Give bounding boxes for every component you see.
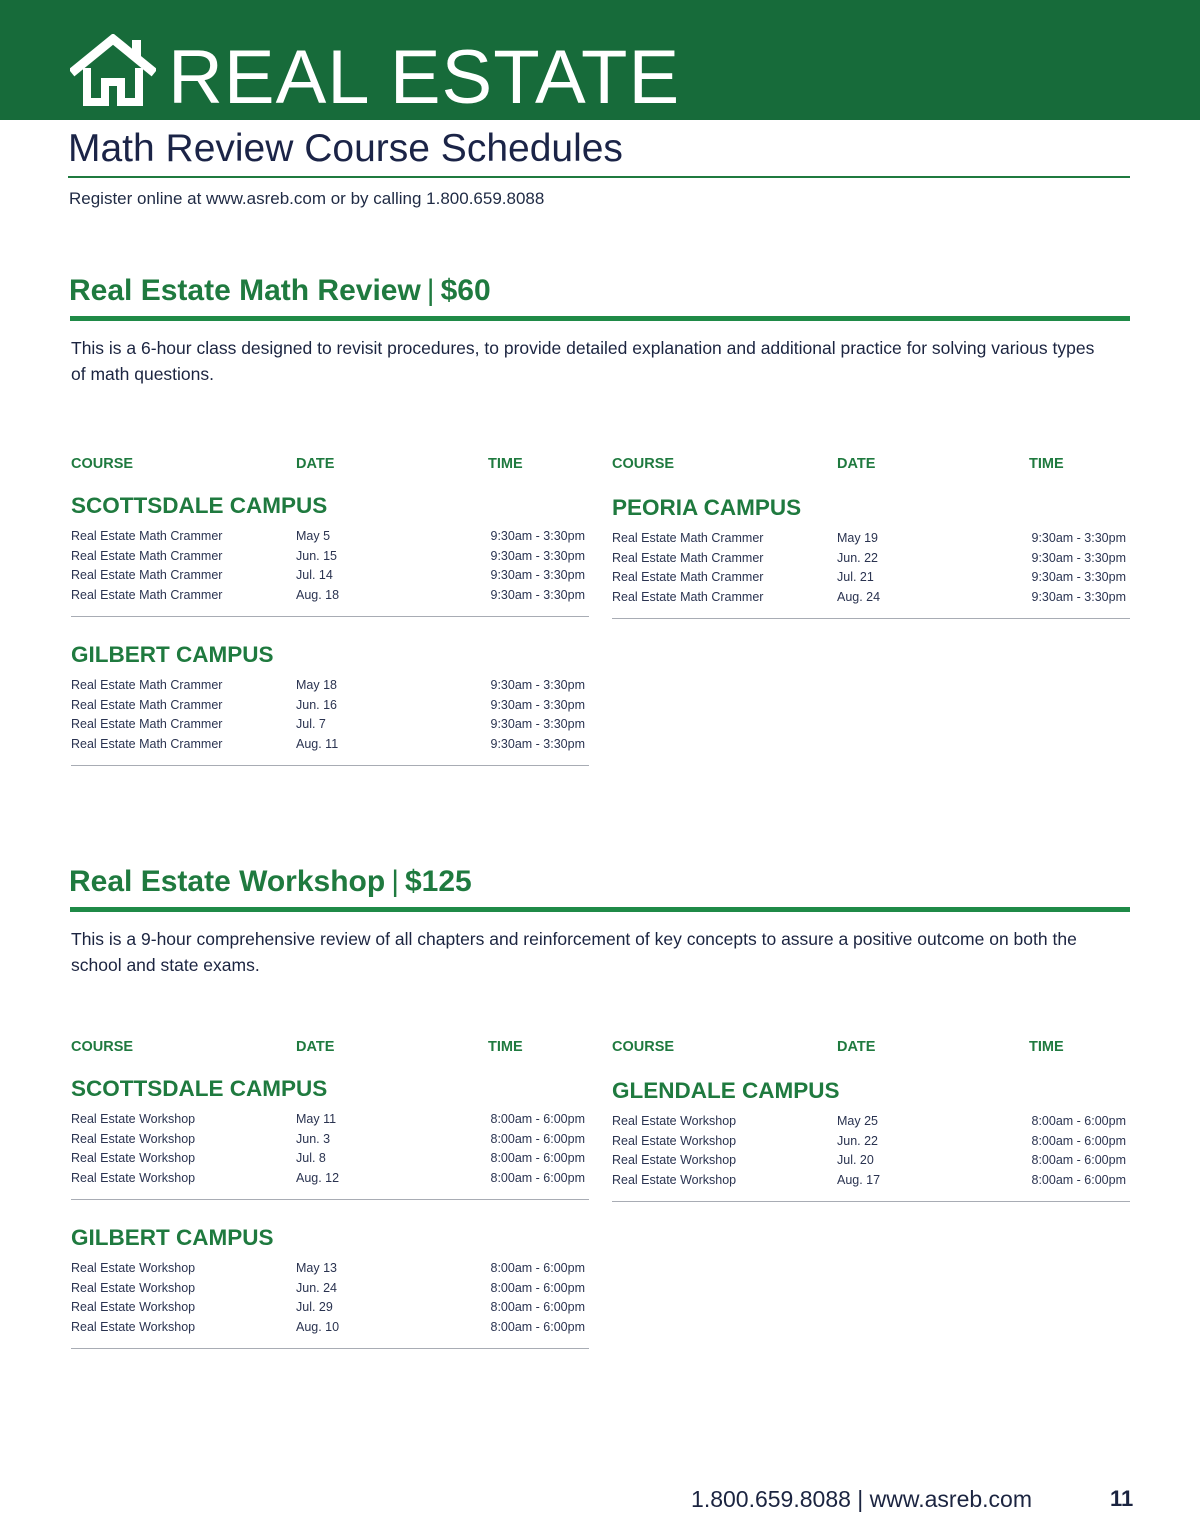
table-row [612, 529, 1130, 549]
section-divider [70, 316, 1130, 321]
course-cell: Real Estate Workshop [71, 1170, 196, 1185]
course-cell: Real Estate Math Crammer [71, 529, 223, 543]
course-cell: Real Estate Workshop [71, 1280, 196, 1295]
table-row [71, 547, 589, 567]
time-cell: 9:30am - 3:30pm [1031, 570, 1126, 585]
table-row [71, 1279, 589, 1299]
date-cell: May 25 [837, 1114, 878, 1128]
course-cell: Real Estate Workshop [612, 1172, 737, 1187]
course-cell: Real Estate Workshop [71, 1151, 196, 1166]
banner-title: REAL ESTATE [168, 35, 681, 120]
course-cell: Real Estate Math Crammer [71, 568, 223, 583]
table-row [71, 1130, 589, 1150]
date-cell: Jul. 20 [837, 1153, 874, 1168]
date-cell: May 19 [837, 531, 878, 545]
date-cell: Aug. 10 [296, 1319, 340, 1334]
table-row [612, 1112, 1130, 1132]
section-price: $125 [405, 865, 472, 898]
title-divider [68, 176, 1130, 178]
date-cell: Jul. 14 [296, 568, 333, 583]
table-row [612, 1132, 1130, 1152]
time-cell: 8:00am - 6:00pm [490, 1151, 585, 1166]
course-cell: Real Estate Math Crammer [71, 717, 223, 732]
table-row [71, 1169, 589, 1189]
table-row [71, 676, 589, 696]
schedule-table [612, 529, 1130, 607]
course-cell: Real Estate Math Crammer [71, 678, 223, 692]
section-description: This is a 9-hour comprehensive review of all chapters and reinforcement of key concepts to assure a positive outcome on both the school and state exams. [71, 929, 1077, 975]
time-cell: 9:30am - 3:30pm [490, 529, 585, 543]
date-cell: May 13 [296, 1261, 337, 1275]
campus-heading: GILBERT CAMPUS [71, 642, 274, 667]
date-cell: Jun. 15 [296, 548, 338, 563]
time-cell: 8:00am - 6:00pm [490, 1300, 585, 1315]
column-header-date: DATE [837, 1039, 876, 1055]
time-cell: 9:30am - 3:30pm [490, 548, 585, 563]
table-row [71, 1298, 589, 1318]
date-cell: May 18 [296, 678, 337, 692]
heading-separator: | [426, 274, 435, 307]
date-cell: Jul. 29 [296, 1300, 333, 1315]
time-cell: 9:30am - 3:30pm [490, 697, 585, 712]
heading-separator: | [391, 865, 399, 898]
table-row [71, 696, 589, 716]
date-cell: Aug. 18 [296, 587, 340, 602]
column-header-time: TIME [1029, 1039, 1064, 1055]
time-cell: 8:00am - 6:00pm [490, 1319, 585, 1334]
table-row [71, 715, 589, 735]
table-row [71, 1110, 589, 1130]
table-row [71, 566, 589, 586]
time-cell: 8:00am - 6:00pm [490, 1170, 585, 1185]
section-heading [69, 864, 472, 900]
course-cell: Real Estate Math Crammer [71, 697, 223, 712]
section-heading [69, 273, 491, 309]
section-name: Real Estate Workshop [69, 865, 386, 898]
table-row [612, 1171, 1130, 1191]
time-cell: 9:30am - 3:30pm [1031, 550, 1126, 565]
table-row [71, 1318, 589, 1338]
column-header-date: DATE [296, 1039, 335, 1055]
footer-contact: 1.800.659.8088 | www.asreb.com [691, 1486, 1032, 1512]
date-cell: Jun. 22 [837, 1133, 879, 1148]
date-cell: Aug. 17 [837, 1172, 881, 1187]
table-row [612, 568, 1130, 588]
schedule-table [71, 676, 589, 754]
time-cell: 8:00am - 6:00pm [1031, 1114, 1126, 1128]
table-divider [71, 1348, 589, 1349]
course-cell: Real Estate Math Crammer [612, 550, 764, 565]
date-cell: Jun. 22 [837, 550, 879, 565]
table-divider [612, 618, 1130, 619]
section-name: Real Estate Math Review [69, 274, 421, 307]
schedule-table [71, 1110, 589, 1188]
page-number: 11 [1110, 1486, 1134, 1511]
table-divider [612, 1201, 1130, 1202]
date-cell: Aug. 24 [837, 589, 881, 604]
time-cell: 8:00am - 6:00pm [490, 1261, 585, 1275]
schedule-table [612, 1112, 1130, 1190]
table-row [71, 735, 589, 755]
time-cell: 9:30am - 3:30pm [490, 587, 585, 602]
table-row [71, 1259, 589, 1279]
section-price: $60 [440, 274, 491, 307]
column-header-course: COURSE [71, 1039, 134, 1055]
course-cell: Real Estate Math Crammer [612, 589, 764, 604]
table-row [71, 1149, 589, 1169]
header-banner [0, 0, 1200, 120]
course-cell: Real Estate Workshop [612, 1114, 737, 1128]
course-cell: Real Estate Math Crammer [71, 548, 223, 563]
date-cell: Jul. 8 [296, 1151, 326, 1166]
date-cell: Aug. 12 [296, 1170, 340, 1185]
course-cell: Real Estate Workshop [71, 1131, 196, 1146]
table-row [71, 586, 589, 606]
date-cell: Jun. 24 [296, 1280, 338, 1295]
column-header-time: TIME [1029, 456, 1064, 472]
time-cell: 8:00am - 6:00pm [490, 1131, 585, 1146]
column-header-time: TIME [488, 456, 523, 472]
time-cell: 9:30am - 3:30pm [490, 717, 585, 732]
course-cell: Real Estate Math Crammer [612, 531, 764, 545]
time-cell: 9:30am - 3:30pm [490, 678, 585, 692]
date-cell: Jun. 16 [296, 697, 338, 712]
time-cell: 9:30am - 3:30pm [490, 736, 585, 751]
table-row [612, 549, 1130, 569]
time-cell: 8:00am - 6:00pm [1031, 1153, 1126, 1168]
course-cell: Real Estate Workshop [71, 1300, 196, 1315]
column-header-course: COURSE [71, 456, 134, 472]
section-description: This is a 6-hour class designed to revisit procedures, to provide detailed explanation and additional practice for solving various types of math questions. [71, 338, 1095, 384]
column-header-time: TIME [488, 1039, 523, 1055]
course-cell: Real Estate Workshop [612, 1133, 737, 1148]
time-cell: 9:30am - 3:30pm [1031, 531, 1126, 545]
date-cell: Jul. 21 [837, 570, 874, 585]
table-divider [71, 616, 589, 617]
course-cell: Real Estate Math Crammer [612, 570, 764, 585]
schedule-table [71, 527, 589, 605]
campus-heading: GLENDALE CAMPUS [612, 1078, 840, 1103]
table-row [612, 1151, 1130, 1171]
campus-heading: PEORIA CAMPUS [612, 495, 802, 520]
time-cell: 8:00am - 6:00pm [490, 1280, 585, 1295]
course-cell: Real Estate Workshop [71, 1261, 196, 1275]
course-cell: Real Estate Workshop [612, 1153, 737, 1168]
table-divider [71, 765, 589, 766]
campus-heading: SCOTTSDALE CAMPUS [71, 1076, 328, 1101]
page-title: Math Review Course Schedules [68, 127, 623, 170]
table-row [71, 527, 589, 547]
table-divider [71, 1199, 589, 1200]
register-info: Register online at www.asreb.com or by calling 1.800.659.8088 [69, 189, 545, 208]
time-cell: 8:00am - 6:00pm [490, 1112, 585, 1126]
date-cell: May 11 [296, 1112, 337, 1126]
date-cell: Aug. 11 [296, 736, 339, 751]
course-cell: Real Estate Math Crammer [71, 587, 223, 602]
time-cell: 9:30am - 3:30pm [1031, 589, 1126, 604]
column-header-date: DATE [296, 456, 335, 472]
schedule-table [71, 1259, 589, 1337]
column-header-course: COURSE [612, 456, 675, 472]
course-cell: Real Estate Math Crammer [71, 736, 223, 751]
course-cell: Real Estate Workshop [71, 1319, 196, 1334]
time-cell: 8:00am - 6:00pm [1031, 1133, 1126, 1148]
campus-heading: SCOTTSDALE CAMPUS [71, 493, 328, 518]
date-cell: Jun. 3 [296, 1131, 331, 1146]
date-cell: Jul. 7 [296, 717, 326, 732]
date-cell: May 5 [296, 529, 331, 543]
column-header-date: DATE [837, 456, 876, 472]
table-row [612, 588, 1130, 608]
course-cell: Real Estate Workshop [71, 1112, 196, 1126]
campus-heading: GILBERT CAMPUS [71, 1225, 274, 1250]
column-header-course: COURSE [612, 1039, 675, 1055]
section-divider [70, 907, 1130, 912]
time-cell: 8:00am - 6:00pm [1031, 1172, 1126, 1187]
time-cell: 9:30am - 3:30pm [490, 568, 585, 583]
house-icon [70, 34, 156, 106]
